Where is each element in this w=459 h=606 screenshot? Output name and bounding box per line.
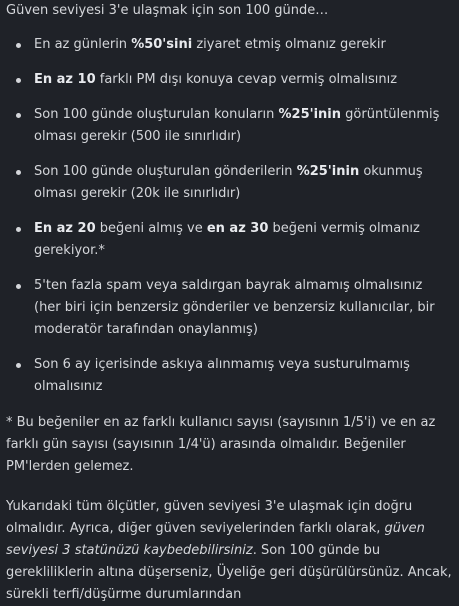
bullet-icon (16, 78, 21, 83)
criterion-text: Son 100 günde oluşturulan gönderilerin (34, 164, 297, 179)
list-item (12, 218, 453, 262)
summary-emphasis: güven seviyesi 3 statünüzü kaybedebilirsiniz (6, 521, 425, 558)
criterion-text: beğeni almış ve (95, 221, 207, 236)
footnote-text: * Bu beğeniler en az farklı kullanıcı sayısı (sayısının 1/5'i) ve en az farklı gün sayısı (sayısının 1/4'ü) arasında olmalıdır. Beğeniler PM'lerden gelemez. (6, 415, 436, 474)
criterion-emphasis: %25'inin (296, 164, 360, 179)
criterion-text: Son 6 ay içerisinde askıya alınmamış veya susturulmamış olmalısınız (34, 357, 410, 394)
criterion-emphasis: %25'inin (278, 107, 342, 122)
list-item (12, 34, 453, 56)
list-item (12, 275, 453, 341)
bullet-icon (16, 170, 21, 175)
list-item (12, 104, 453, 148)
criterion-emphasis: en az 30 (206, 221, 269, 236)
criterion-text: 5'ten fazla spam veya saldırgan bayrak almamış olmalısınız (her biri için benzersiz gönderiler ve benzersiz kullanıcılar, bir moderatör tarafından onaylanmış) (34, 278, 435, 337)
criterion-text: Son 100 günde oluşturulan konuların (34, 107, 279, 122)
summary-paragraph (6, 496, 453, 606)
criterion-text: beğeni vermiş olmanız gerekiyor.* (34, 221, 420, 258)
criterion-text: okunmuş olması gerekir (20k ile sınırlıdır) (34, 164, 423, 201)
bullet-icon (16, 113, 21, 118)
criterion-text: görüntülenmiş olması gerekir (500 ile sınırlıdır) (34, 107, 440, 144)
list-item (12, 69, 453, 91)
criterion-emphasis: En az 10 (34, 72, 96, 87)
summary-text: . Son 100 günde bu gerekliliklerin altına düşerseniz, Üyeliğe geri düşürülürsünüz. Ancak, sürekli terfi/düşürme durumlarından (6, 543, 452, 602)
list-item (12, 354, 453, 398)
intro-text: Güven seviyesi 3'e ulaşmak için son 100 günde… (6, 3, 329, 18)
bullet-icon (16, 43, 21, 48)
criteria-list (6, 34, 453, 398)
list-item (12, 161, 453, 205)
bullet-icon (16, 363, 21, 368)
bullet-icon (16, 227, 21, 232)
criterion-emphasis: %50'sini (131, 37, 193, 52)
bullet-icon (16, 284, 21, 289)
criterion-emphasis: En az 20 (34, 221, 96, 236)
summary-text: Yukarıdaki tüm ölçütler, güven seviyesi 3'e ulaşmak için doğru olmalıdır. Ayrıca, diğer güven seviyelerinden farklı olarak, (6, 499, 413, 536)
criterion-text: ziyaret etmiş olmanız gerekir (192, 37, 386, 52)
criterion-text: farklı PM dışı konuya cevap vermiş olmalısınız (95, 72, 398, 87)
criterion-text: En az günlerin (34, 37, 132, 52)
